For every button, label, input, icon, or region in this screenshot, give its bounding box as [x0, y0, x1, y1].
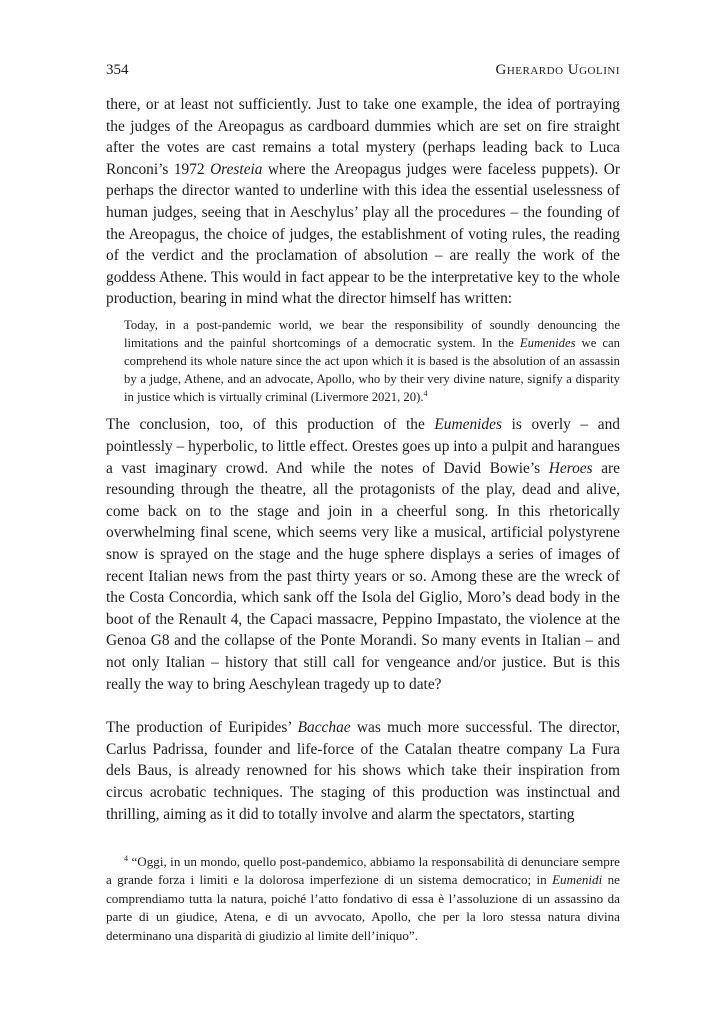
- italic-title: Eumenidi: [552, 872, 603, 888]
- text-run: are resounding through the theatre, all the protagonists of the play, dead and alive, come back on to the stage and join in a cheerful song. In this rhetorically overwhelming final scene, which seems very like a musical, artificial polystyrene snow is sprayed on the stage and the huge sphere displays a series of images of recent Italian news from the past thirty years or so. Among these are the wreck of the Costa Concordia, which sank off the Isola del Giglio, Moro’s dead body in the boot of the Renault 4, the Capaci massacre, Peppino Impastato, the violence at the Genoa G8 and the collapse of the Ponte Morandi. So many events in Italian – and not only Italian – history that still call for vengeance and/or justice. But is this really the way to bring Aeschylean tragedy up to date?: [106, 459, 621, 693]
- italic-title: Oresteia: [210, 160, 263, 178]
- text-run: The production of Euripides’: [106, 719, 298, 737]
- text-run: we can comprehend its whole nature since the act upon which it is based is the absolution of an assassin by a judge, Athene, and an advocate, Apollo, who by their very divine nature, signify a disparity in justice which is virtually criminal (Livermore 2021, 20).: [124, 335, 620, 404]
- running-head: Gherardo Ugolini: [495, 62, 620, 78]
- main-text: [106, 94, 620, 825]
- page-number: 354: [106, 62, 129, 78]
- italic-title: Eumenides: [434, 416, 502, 434]
- paragraph-3: [106, 717, 620, 825]
- italic-title: Bacchae: [297, 719, 351, 737]
- block-quote: [124, 317, 620, 407]
- section-gap: [106, 695, 620, 717]
- text-run: “Oggi, in un mondo, quello post-pandemico, abbiamo la responsabilità di denunciare sempre a grande forza i limiti e la dolorosa imperfezione di un sistema democratico; in: [106, 854, 620, 888]
- text-run: there, or at least not sufficiently. Just to take one example, the idea of portraying the judges of the Areopagus as cardboard dummies which are set on fire straight after the votes are cast remains a total mystery (perhaps leading back to Luca Ronconi’s 1972: [106, 96, 620, 178]
- footnote-4: [106, 853, 620, 945]
- text-run: The conclusion, too, of this production of the: [106, 416, 435, 434]
- footnotes: [106, 853, 620, 945]
- page-header: [106, 62, 620, 84]
- text-run: ne comprendiamo tutta la natura, poiché l’atto fondativo di essa è l’assoluzione di un assassino da parte di un giudice, Atena, e di un avvocato, Apollo, che per la loro stessa natura divina determinano una disparità di giudizio al limite dell’iniquo”.: [106, 872, 620, 943]
- italic-title: Heroes: [548, 459, 593, 477]
- footnote-reference[interactable]: 4: [423, 388, 428, 398]
- text-run: where the Areopagus judges were faceless puppets). Or perhaps the director wanted to underline with this idea the essential uselessness of human judges, seeing that in Aeschylus’ play all the procedures – the founding of the Areopagus, the choice of judges, the establishment of voting rules, the reading of the verdict and the proclamation of absolution – are really the work of the goddess Athene. This would in fact appear to be the interpretative key to the whole production, bearing in mind what the director himself has written:: [106, 160, 620, 308]
- paragraph-2: [106, 414, 620, 695]
- footnote-marker: 4: [124, 854, 128, 863]
- italic-title: Eumenides: [519, 335, 576, 350]
- text-run: Today, in a post-pandemic world, we bear the responsibility of soundly denouncing the limitations and the painful shortcomings of a democratic system. In the: [124, 317, 620, 350]
- paragraph-1: [106, 94, 620, 310]
- text-run: was much more successful. The director, Carlus Padrissa, founder and life-force of the Catalan theatre company La Fura dels Baus, is already renowned for his shows which take their inspiration from circus acrobatic techniques. The staging of this production was instinctual and thrilling, aiming as it did to totally involve and alarm the spectators, starting: [106, 719, 620, 823]
- text-run: is overly – and pointlessly – hyperbolic, to little effect. Orestes goes up into a pulpit and harangues a vast imaginary crowd. And while the notes of David Bowie’s: [106, 416, 620, 477]
